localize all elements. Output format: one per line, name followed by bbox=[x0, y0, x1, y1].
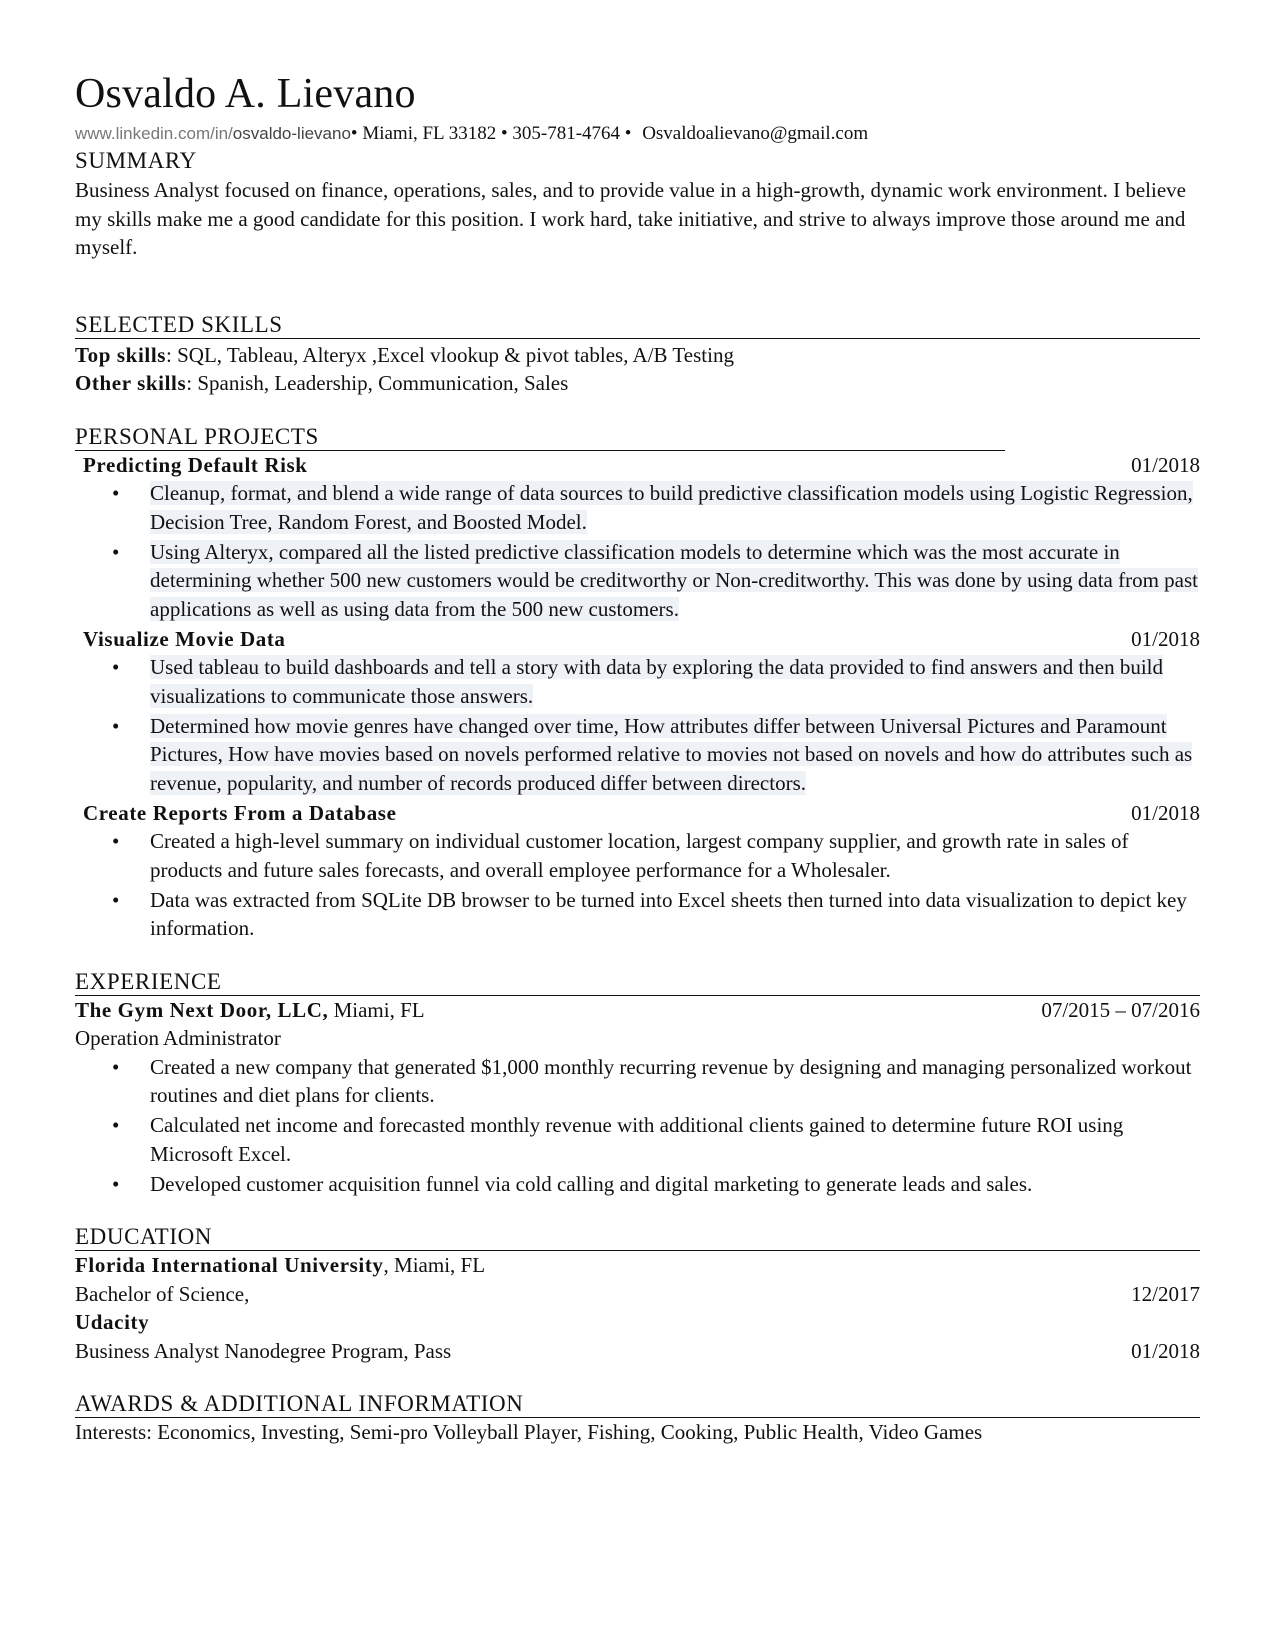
top-skills-value: : SQL, Tableau, Alteryx ,Excel vlookup & pivot tables, A/B Testing bbox=[166, 342, 734, 367]
project-title: Create Reports From a Database bbox=[83, 800, 397, 825]
bullet-text: Data was extracted from SQLite DB browser to be turned into Excel sheets then turned into data visualization to depict key information. bbox=[150, 887, 1187, 940]
experience-header bbox=[75, 996, 1200, 1025]
company-location: Miami, FL bbox=[328, 997, 425, 1022]
summary-text: Business Analyst focused on finance, operations, sales, and to provide value in a high-growth, dynamic work environment. I believe my skills make me a good candidate for this position. I work hard, take initiative, and strive to always improve those around me and myself. bbox=[75, 178, 1186, 259]
contact-phone: 305-781-4764 bbox=[512, 123, 621, 144]
bullet-text: Using Alteryx, compared all the listed predictive classification models to determine which was the most accurate in determining whether 500 new customers would be creditworthy or Non-creditworthy. This was done by using data from past applications as well as using data from the 500 new customers. bbox=[150, 539, 1199, 621]
school-name: Udacity bbox=[75, 1310, 150, 1334]
summary-heading: SUMMARY bbox=[75, 148, 197, 173]
bullet-text: Cleanup, format, and blend a wide range of data sources to build predictive classification models using Logistic Regression, Decision Tree, Random Forest, and Boosted Model. bbox=[150, 481, 1193, 534]
candidate-name: Osvaldo A. Lievano bbox=[75, 71, 416, 117]
school-location: , Miami, FL bbox=[383, 1253, 486, 1277]
education-heading: EDUCATION bbox=[75, 1224, 1200, 1251]
resume-page bbox=[75, 70, 1200, 1447]
bullet-item bbox=[75, 538, 1200, 624]
degree-date: 01/2018 bbox=[1131, 1338, 1200, 1363]
bullet-text: Calculated net income and forecasted monthly revenue with additional clients gained to determine future ROI using Microsoft Excel. bbox=[150, 1113, 1124, 1166]
project-bullets bbox=[75, 827, 1200, 943]
project-date: 01/2018 bbox=[1131, 452, 1200, 477]
education-degree-2 bbox=[75, 1337, 1200, 1366]
separator-dot: • bbox=[500, 123, 508, 144]
experience-dates: 07/2015 – 07/2016 bbox=[1041, 997, 1200, 1022]
bullet-item bbox=[75, 479, 1200, 536]
bullet-item bbox=[75, 886, 1200, 943]
job-role: Operation Administrator bbox=[75, 1026, 281, 1050]
project-item bbox=[75, 799, 1200, 943]
linkedin-prefix[interactable]: www.linkedin.com/in/ bbox=[75, 124, 233, 143]
education-degree-1 bbox=[75, 1280, 1200, 1309]
linkedin-handle[interactable]: osvaldo-lievano bbox=[232, 124, 351, 143]
education-school-2 bbox=[75, 1308, 1200, 1337]
other-skills-line bbox=[75, 369, 1200, 398]
skills-heading: SELECTED SKILLS bbox=[75, 312, 1200, 339]
bullet-item bbox=[75, 1170, 1200, 1199]
separator-dot: • bbox=[624, 123, 632, 144]
degree-name: Bachelor of Science, bbox=[75, 1281, 250, 1306]
top-skills-label: Top skills bbox=[75, 342, 167, 367]
bullet-item bbox=[75, 827, 1200, 884]
project-date: 01/2018 bbox=[1131, 800, 1200, 825]
awards-heading: AWARDS & ADDITIONAL INFORMATION bbox=[75, 1391, 1200, 1418]
education-school-1 bbox=[75, 1251, 1200, 1280]
contact-email[interactable]: Osvaldoalievano@gmail.com bbox=[642, 123, 869, 144]
experience-bullets bbox=[75, 1053, 1200, 1199]
project-item bbox=[75, 625, 1200, 798]
bullet-text: Developed customer acquisition funnel via cold calling and digital marketing to generate leads and sales. bbox=[150, 1171, 1033, 1196]
project-item bbox=[75, 451, 1200, 624]
experience-heading: EXPERIENCE bbox=[75, 969, 1200, 996]
bullet-item bbox=[75, 653, 1200, 710]
bullet-text: Used tableau to build dashboards and tell a story with data by exploring the data provided to find answers and then build visualizations to communicate those answers. bbox=[150, 655, 1164, 708]
bullet-text: Created a new company that generated $1,000 monthly recurring revenue by designing and managing personalized workout routines and diet plans for clients. bbox=[150, 1054, 1192, 1107]
separator-dot: • bbox=[350, 123, 358, 144]
other-skills-value: : Spanish, Leadership, Communication, Sales bbox=[186, 371, 569, 395]
degree-date: 12/2017 bbox=[1131, 1281, 1200, 1306]
bullet-text: Created a high-level summary on individual customer location, largest company supplier, and growth rate in sales of products and future sales forecasts, and overall employee performance for a Wholesaler. bbox=[150, 829, 1129, 882]
projects-heading: PERSONAL PROJECTS bbox=[75, 424, 1005, 451]
bullet-item bbox=[75, 712, 1200, 798]
school-name: Florida International University bbox=[75, 1253, 384, 1277]
project-title: Visualize Movie Data bbox=[83, 626, 286, 651]
bullet-item bbox=[75, 1053, 1200, 1110]
contact-line bbox=[75, 122, 1200, 146]
project-title: Predicting Default Risk bbox=[83, 452, 308, 477]
interests-text: Interests: Economics, Investing, Semi-pro Volleyball Player, Fishing, Cooking, Public Health, Video Games bbox=[75, 1420, 983, 1444]
degree-name: Business Analyst Nanodegree Program, Pass bbox=[75, 1338, 452, 1363]
other-skills-label: Other skills bbox=[75, 371, 187, 395]
project-bullets bbox=[75, 479, 1200, 623]
project-date: 01/2018 bbox=[1131, 626, 1200, 651]
company-name: The Gym Next Door, LLC, bbox=[75, 997, 329, 1022]
bullet-text: Determined how movie genres have changed over time, How attributes differ between Universal Pictures and Paramount Pictures, How have movies based on novels performed relative to movies not based on novels and how do attributes such as revenue, popularity, and number of records produced differ between directors. bbox=[150, 713, 1193, 795]
top-skills-line bbox=[75, 341, 1200, 370]
project-bullets bbox=[75, 653, 1200, 797]
bullet-item bbox=[75, 1111, 1200, 1168]
contact-location: Miami, FL 33182 bbox=[362, 123, 497, 144]
